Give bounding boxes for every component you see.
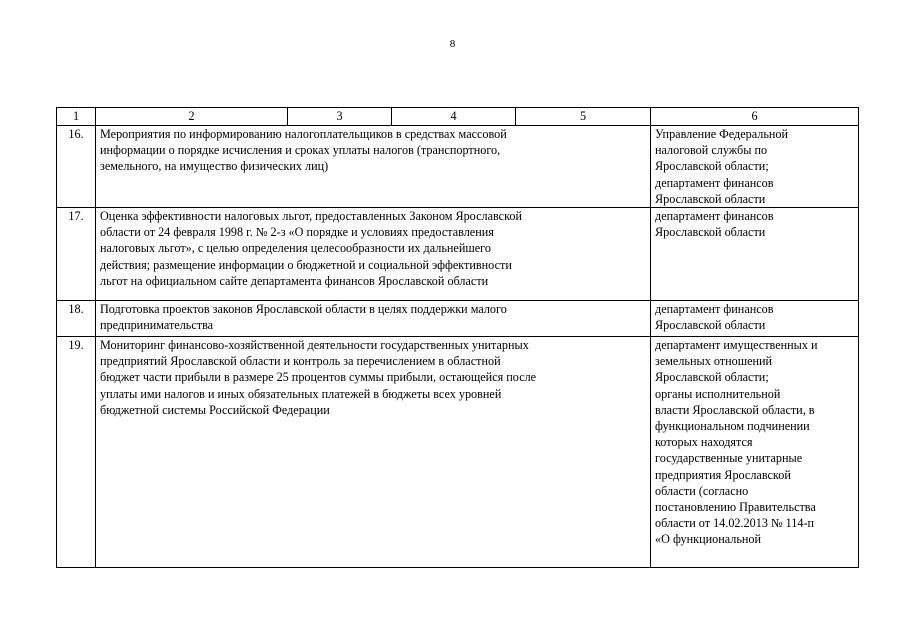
measure-text: Оценка эффективности налоговых льгот, предоставленных Законом Ярославской области от 24 февраля 1998 г. № 2-з «О порядке и условиях предоставления налоговых льгот», с целью определения целесообразности их дальнейшего действия; размещение информации о бюджетной и социальной эффективности льгот на официальном сайте департамента финансов Ярославской области (100, 209, 522, 288)
table-row (57, 126, 859, 208)
row-number: 16. (57, 126, 96, 208)
measure-text: Подготовка проектов законов Ярославской области в целях поддержки малого предпринимательства (100, 302, 507, 333)
row-number: 17. (57, 208, 96, 301)
header-cell-5: 5 (516, 108, 651, 126)
page-number: 8 (449, 38, 456, 50)
header-cell-2: 2 (96, 108, 288, 126)
table-row (57, 301, 859, 337)
table-header-row (57, 108, 859, 126)
measure-cell (96, 126, 651, 208)
executor-text: департамент имущественных и земельных отношений Ярославской области; органы исполнительной власти Ярославской области, в функциональном подчинении которых находятся государственные унитарные предприятия Ярославской области (согласно постановлению Правительства области от 14.02.2013 № 114-п «О функциональной (655, 338, 818, 547)
header-cell-4: 4 (392, 108, 516, 126)
executor-cell (651, 337, 859, 568)
table-row (57, 337, 859, 568)
header-cell-1: 1 (57, 108, 96, 126)
executor-cell (651, 301, 859, 337)
measure-cell (96, 301, 651, 337)
measure-text: Мероприятия по информированию налогоплательщиков в средствах массовой информации о порядке исчисления и сроках уплаты налогов (транспортного, земельного, на имущество физических лиц) (100, 127, 507, 174)
table-row (57, 208, 859, 301)
row-number: 18. (57, 301, 96, 337)
executor-cell (651, 126, 859, 208)
measure-text: Мониторинг финансово-хозяйственной деятельности государственных унитарных предприятий Ярославской области и контроль за перечислением в областной бюджет части прибыли в размере 25 процентов суммы прибыли, остающейся после уплаты ими налогов и иных обязательных платежей в бюджеты всех уровней бюджетной системы Российской Федерации (100, 338, 537, 417)
executor-text: департамент финансов Ярославской области (655, 302, 774, 333)
executor-text: Управление Федеральной налоговой службы по Ярославской области; департамент финансов Ярославской области (655, 127, 789, 206)
header-cell-6: 6 (651, 108, 859, 126)
measures-table (56, 107, 859, 568)
executor-cell (651, 208, 859, 301)
measure-cell (96, 208, 651, 301)
measure-cell (96, 337, 651, 568)
header-cell-3: 3 (288, 108, 392, 126)
row-number: 19. (57, 337, 96, 568)
executor-text: департамент финансов Ярославской области (655, 209, 774, 240)
measures-table-container (56, 107, 858, 568)
